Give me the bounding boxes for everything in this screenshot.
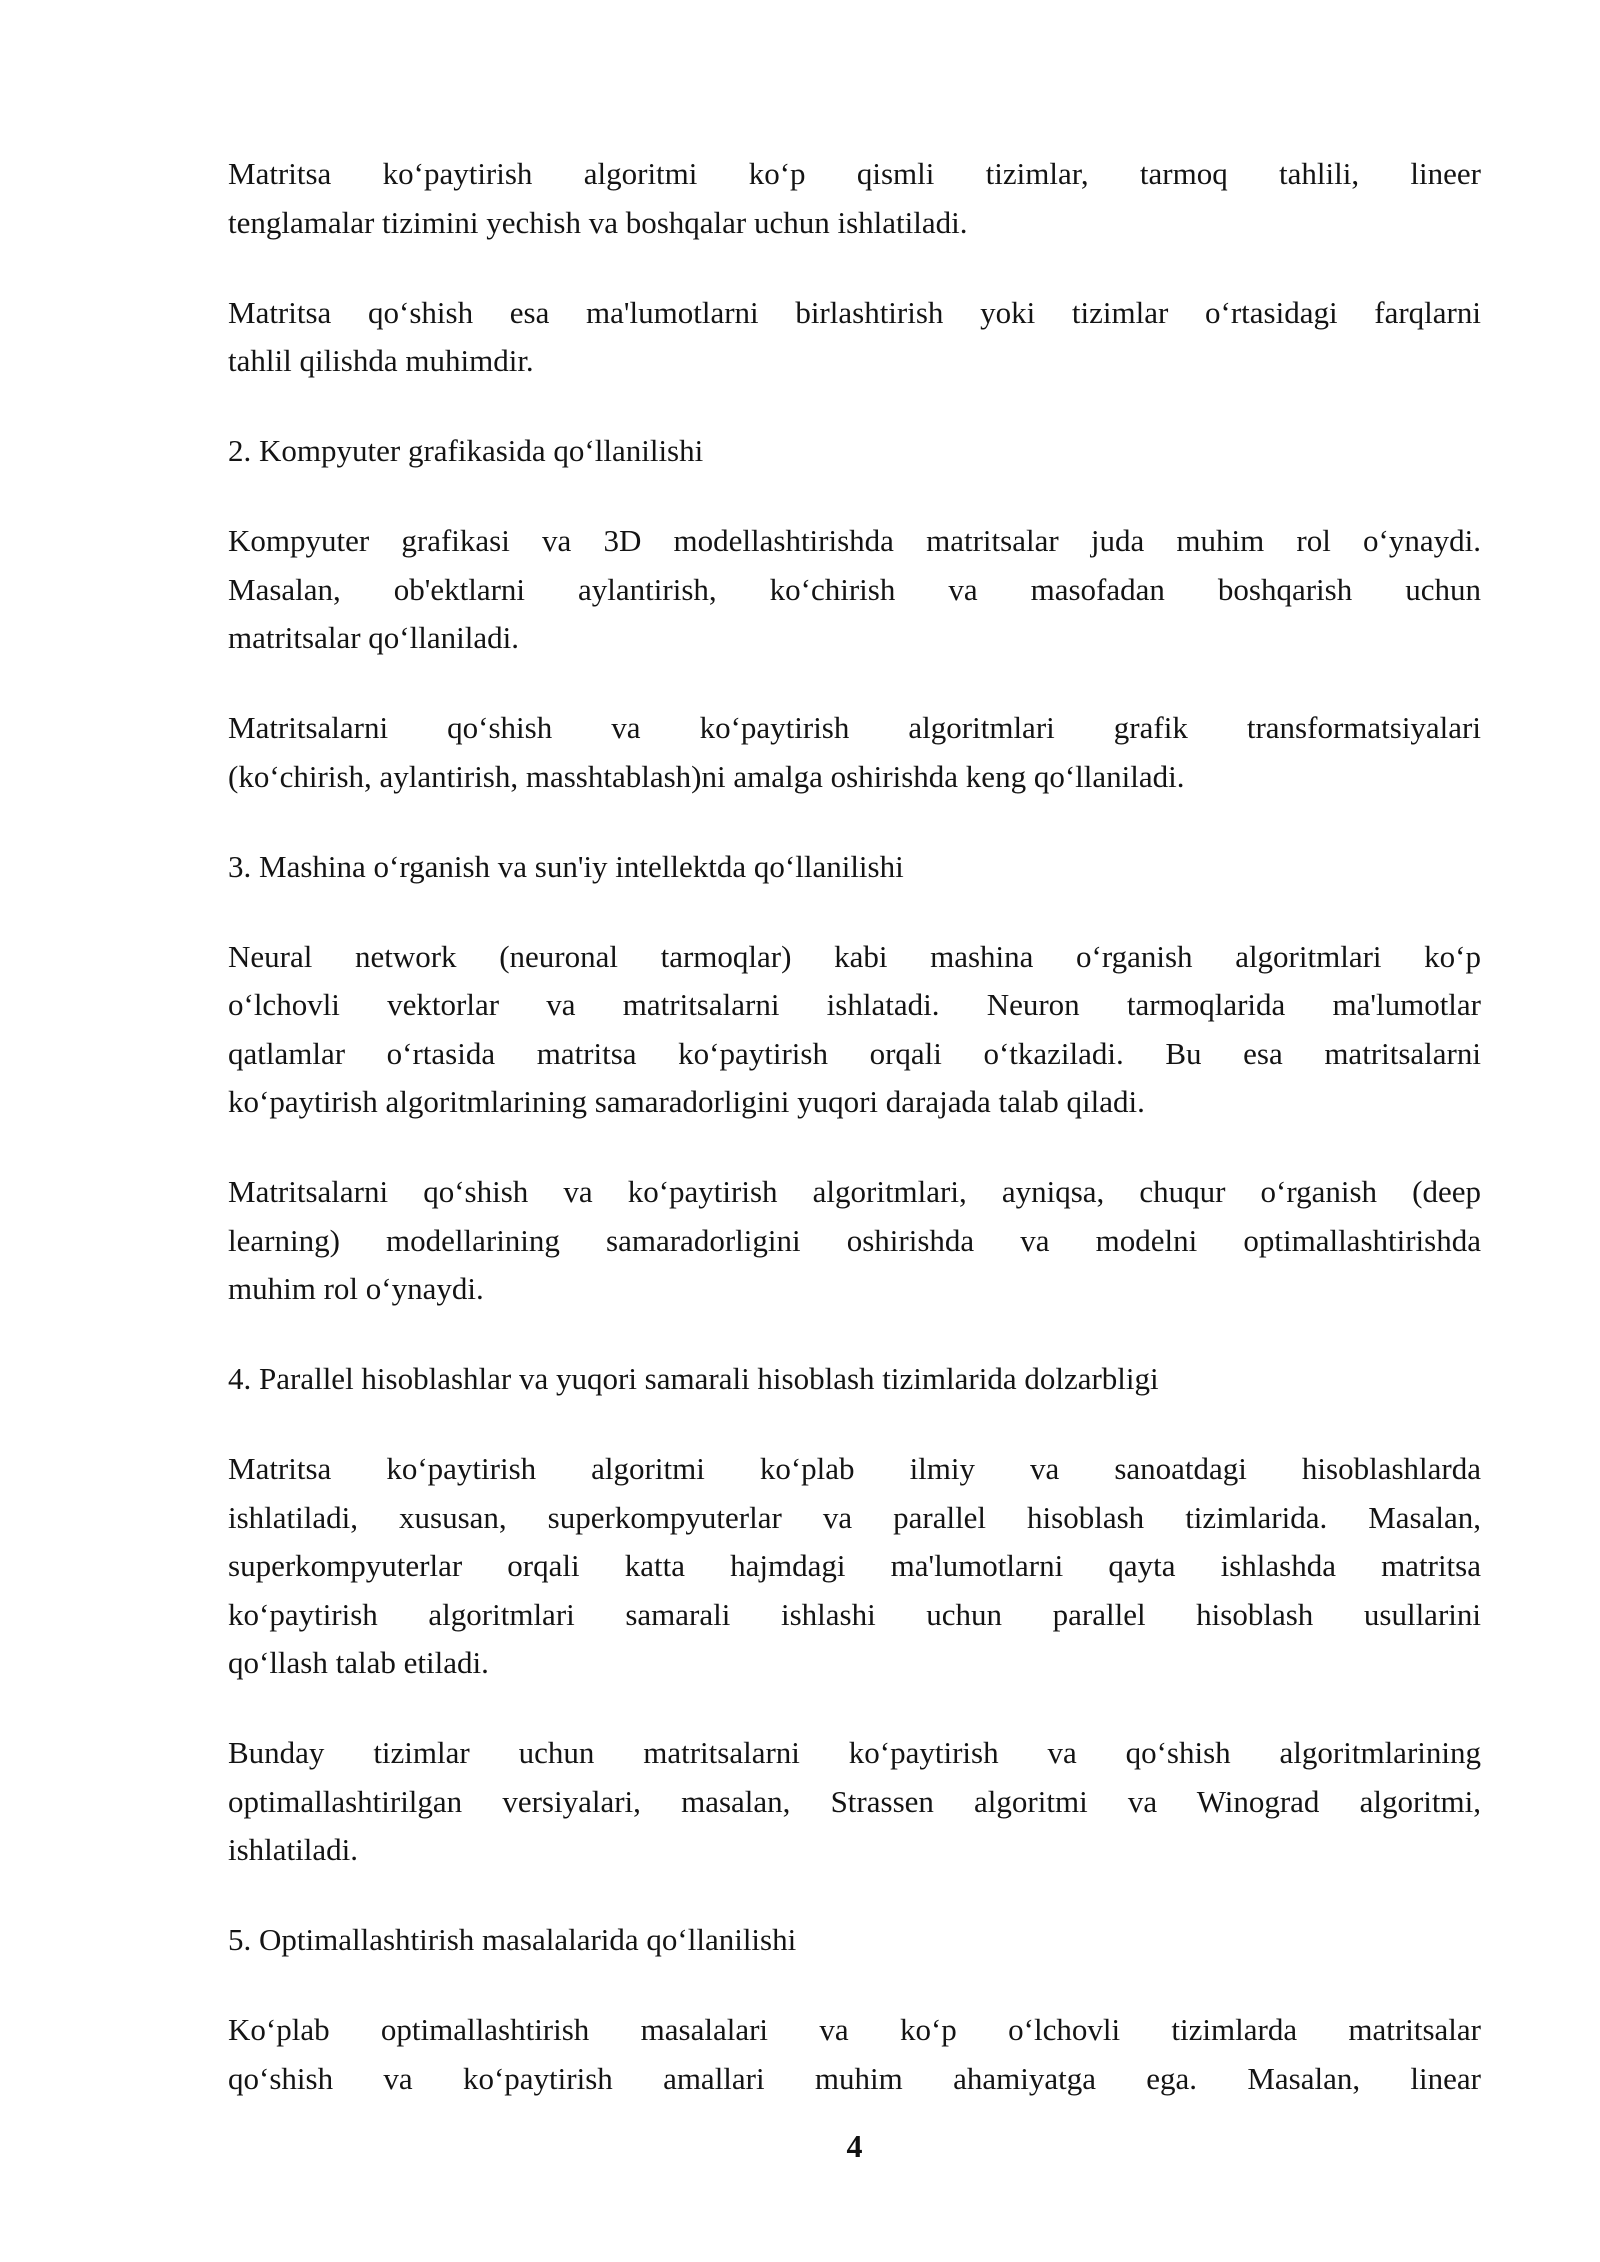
text-line: Koʻplab optimallashtirish masalalari va koʻp oʻlchovli tizimlarda matritsalar: [228, 2012, 1481, 2047]
text-line: Matritsalarni qoʻshish va koʻpaytirish algoritmlari grafik transformatsiyalari: [228, 710, 1481, 745]
text-line: Matritsa koʻpaytirish algoritmi koʻp qismli tizimlar, tarmoq tahlili, lineer: [228, 156, 1481, 191]
text-line: optimallashtirilgan versiyalari, masalan, Strassen algoritmi va Winograd algoritmi,: [228, 1783, 1481, 1819]
text-line: Neural network (neuronal tarmoqlar) kabi mashina oʻrganish algoritmlari koʻp: [228, 938, 1481, 974]
paragraph: [228, 1168, 1481, 1314]
text-line: learning) modellarining samaradorligini oshirishda va modelni optimallashtirishda: [228, 1222, 1481, 1258]
text-line: qatlamlar oʻrtasida matritsa koʻpaytirish orqali oʻtkaziladi. Bu esa matritsalarni: [228, 1035, 1481, 1071]
heading-text: 2. Kompyuter grafikasida qoʻllanilishi: [228, 433, 704, 468]
page-number: 4: [846, 2128, 863, 2164]
section-heading: [228, 427, 1481, 476]
heading-text: 4. Parallel hisoblashlar va yuqori samarali hisoblash tizimlarida dolzarbligi: [228, 1361, 1159, 1396]
text-line: muhim rol oʻynaydi.: [228, 1271, 484, 1306]
text-line: superkompyuterlar orqali katta hajmdagi ma'lumotlarni qayta ishlashda matritsa: [228, 1548, 1481, 1583]
text-line: tahlil qilishda muhimdir.: [228, 343, 534, 378]
text-line: Kompyuter grafikasi va 3D modellashtirishda matritsalar juda muhim rol oʻynaydi.: [228, 523, 1481, 558]
text-line: matritsalar qoʻllaniladi.: [228, 620, 519, 655]
paragraph: [228, 150, 1481, 247]
paragraph: [228, 2006, 1481, 2103]
heading-text: 3. Mashina oʻrganish va sun'iy intellektda qoʻllanilishi: [228, 848, 904, 884]
text-line: ishlatiladi.: [228, 1832, 359, 1867]
paragraph: [228, 1729, 1481, 1875]
text-line: koʻpaytirish algoritmlarining samaradorligini yuqori darajada talab qiladi.: [228, 1084, 1145, 1119]
section-heading: [228, 1916, 1481, 1965]
paragraph: [228, 1445, 1481, 1688]
paragraph: [228, 517, 1481, 663]
text-line: Matritsa qoʻshish esa ma'lumotlarni birlashtirish yoki tizimlar oʻrtasidagi farqlarni: [228, 294, 1481, 330]
text-line: ishlatiladi, xususan, superkompyuterlar va parallel hisoblash tizimlarida. Masalan,: [228, 1499, 1481, 1535]
section-heading: [228, 1355, 1481, 1404]
heading-text: 5. Optimallashtirish masalalarida qoʻllanilishi: [228, 1922, 797, 1957]
text-line: Bunday tizimlar uchun matritsalarni koʻpaytirish va qoʻshish algoritmlarining: [228, 1735, 1481, 1770]
text-line: tenglamalar tizimini yechish va boshqalar uchun ishlatiladi.: [228, 204, 968, 240]
paragraph: [228, 704, 1481, 801]
text-line: (koʻchirish, aylantirish, masshtablash)ni amalga oshirishda keng qoʻllaniladi.: [228, 758, 1185, 794]
text-line: Matritsalarni qoʻshish va koʻpaytirish algoritmlari, ayniqsa, chuqur oʻrganish (deep: [228, 1174, 1481, 1209]
paragraph: [228, 933, 1481, 1127]
text-line: Masalan, ob'ektlarni aylantirish, koʻchirish va masofadan boshqarish uchun: [228, 571, 1481, 607]
text-line: oʻlchovli vektorlar va matritsalarni ishlatadi. Neuron tarmoqlarida ma'lumotlar: [228, 987, 1481, 1022]
text-line: Matritsa koʻpaytirish algoritmi koʻplab ilmiy va sanoatdagi hisoblashlarda: [228, 1451, 1481, 1486]
section-heading: [228, 843, 1481, 892]
text-line: qoʻshish va koʻpaytirish amallari muhim ahamiyatga ega. Masalan, linear: [228, 2060, 1481, 2096]
text-line: qoʻllash talab etiladi.: [228, 1645, 489, 1680]
page-content: [228, 150, 1481, 2145]
paragraph: [228, 289, 1481, 386]
text-line: koʻpaytirish algoritmlari samarali ishlashi uchun parallel hisoblash usullarini: [228, 1596, 1481, 1632]
